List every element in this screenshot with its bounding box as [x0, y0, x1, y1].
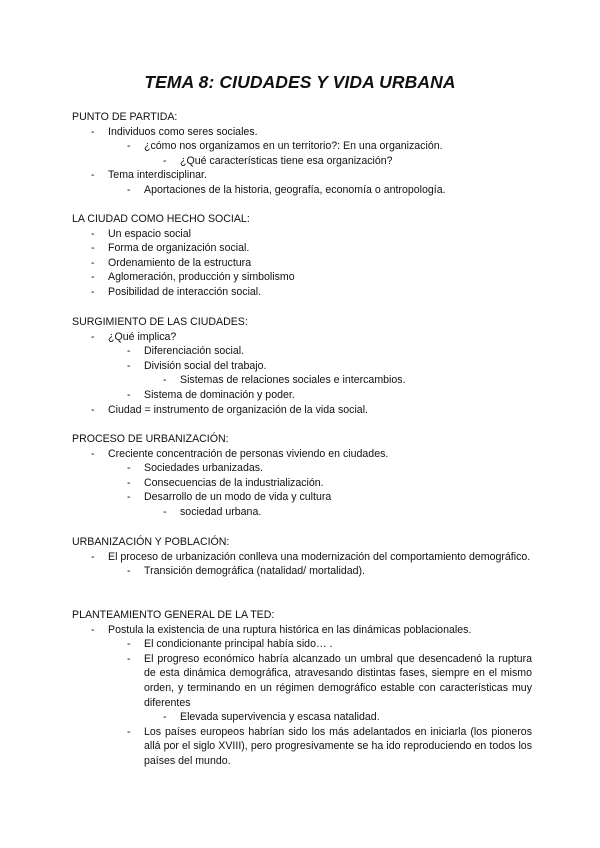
list-item-text: Desarrollo de un modo de vida y cultura [144, 491, 332, 504]
list-item-text: Sociedades urbanizadas. [144, 462, 263, 475]
document-title: TEMA 8: CIUDADES Y VIDA URBANA [144, 72, 456, 92]
bullet-dash: - [91, 271, 95, 284]
bullet-dash: - [127, 345, 131, 358]
section-urbanizacion-poblacion [72, 535, 532, 579]
list-item-text: Ciudad = instrumento de organización de la vida social. [108, 403, 368, 416]
list-item-text: Ordenamiento de la estructura [108, 256, 252, 269]
list-item [72, 652, 532, 710]
section-heading: PLANTEAMIENTO GENERAL DE LA TED: [72, 609, 275, 621]
list-item [72, 447, 532, 462]
list-item [72, 403, 532, 418]
section-ciudad-hecho-social [72, 212, 532, 300]
list-item [72, 725, 532, 769]
list-item-text: El progreso económico habría alcanzado un umbral que desencadenó la ruptura de esta dinámica demográfica, atravesando distintas fases, siempre en el mismo orden, y terminando en un régimen demográfico estable con características muy diferentes [144, 652, 532, 709]
list-item [72, 550, 532, 565]
section-heading: LA CIUDAD COMO HECHO SOCIAL: [72, 213, 250, 225]
list-item-text: Aportaciones de la historia, geografía, economía o antropología. [144, 183, 446, 196]
bullet-dash: - [91, 330, 95, 343]
bullet-dash: - [127, 359, 131, 372]
list-item-text: El proceso de urbanización conlleva una modernización del comportamiento demográfico. [108, 550, 531, 563]
bullet-dash: - [163, 154, 167, 167]
list-item-text: sociedad urbana. [180, 505, 262, 518]
list-item-text: Creciente concentración de personas viviendo en ciudades. [108, 447, 389, 460]
list-item [72, 344, 532, 359]
list-item-text: Forma de organización social. [108, 242, 250, 255]
list-item-text: Sistemas de relaciones sociales e intercambios. [180, 374, 406, 387]
section-planteamiento-ted [72, 608, 532, 769]
list-item-text: ¿Qué implica? [108, 330, 177, 343]
bullet-dash: - [163, 374, 167, 387]
bullet-dash: - [91, 256, 95, 269]
list-item [72, 227, 532, 242]
bullet-dash: - [91, 285, 95, 298]
list-item-text: Sistema de dominación y poder. [144, 388, 295, 401]
bullet-dash: - [127, 491, 131, 504]
list-item [72, 359, 532, 374]
list-item-text: División social del trabajo. [144, 359, 267, 372]
list-item [72, 623, 532, 638]
bullet-dash: - [127, 462, 131, 475]
list-item-text: Aglomeración, producción y simbolismo [108, 271, 295, 284]
list-item-text: Elevada supervivencia y escasa natalidad. [180, 711, 380, 724]
list-item-text: Posibilidad de interacción social. [108, 285, 262, 298]
list-item-text: Consecuencias de la industrialización. [144, 476, 324, 489]
bullet-dash: - [91, 550, 95, 563]
bullet-dash: - [127, 725, 131, 738]
list-item [72, 241, 532, 256]
section-punto-de-partida [72, 110, 532, 198]
bullet-dash: - [127, 476, 131, 489]
list-item-text: Transición demográfica (natalidad/ mortalidad). [144, 565, 366, 578]
list-item [72, 285, 532, 300]
list-item [72, 505, 532, 520]
bullet-dash: - [91, 242, 95, 255]
list-item-text: ¿Qué características tiene esa organización? [180, 154, 393, 167]
bullet-dash: - [127, 652, 131, 665]
bullet-dash: - [91, 125, 95, 138]
list-item [72, 125, 532, 140]
section-heading: PROCESO DE URBANIZACIÓN: [72, 433, 229, 445]
section-heading: PUNTO DE PARTIDA: [72, 111, 178, 123]
list-item [72, 476, 532, 491]
bullet-dash: - [91, 403, 95, 416]
list-item [72, 490, 532, 505]
bullet-dash: - [163, 711, 167, 724]
bullet-dash: - [163, 505, 167, 518]
list-item-text: Diferenciación social. [144, 345, 245, 358]
list-item [72, 710, 532, 725]
list-item [72, 564, 532, 579]
list-item-text: Individuos como seres sociales. [108, 125, 258, 138]
list-item-text: Los países europeos habrían sido los más adelantados en iniciarla (los pioneros allá por el siglo XVIII), pero progresivamente se ha ido reproduciendo en todos los países del mundo. [144, 725, 532, 767]
list-item [72, 139, 532, 154]
bullet-dash: - [91, 447, 95, 460]
bullet-dash: - [127, 565, 131, 578]
list-item [72, 461, 532, 476]
list-item-text: Un espacio social [108, 227, 192, 240]
section-proceso-urbanizacion [72, 432, 532, 520]
list-item [72, 330, 532, 345]
list-item [72, 183, 532, 198]
bullet-dash: - [127, 183, 131, 196]
list-item-text: ¿cómo nos organizamos en un territorio?: En una organización. [144, 140, 443, 153]
list-item [72, 637, 532, 652]
list-item [72, 373, 532, 388]
list-item-text: Postula la existencia de una ruptura histórica en las dinámicas poblacionales. [108, 623, 472, 636]
list-item [72, 168, 532, 183]
bullet-dash: - [127, 388, 131, 401]
section-heading: URBANIZACIÓN Y POBLACIÓN: [72, 536, 230, 548]
bullet-dash: - [91, 623, 95, 636]
bullet-dash: - [91, 169, 95, 182]
list-item [72, 388, 532, 403]
list-item [72, 154, 532, 169]
list-item [72, 270, 532, 285]
list-item-text: Tema interdisciplinar. [108, 169, 207, 182]
section-surgimiento-ciudades [72, 315, 532, 417]
list-item-text: El condicionante principal había sido… . [144, 638, 333, 651]
section-heading: SURGIMIENTO DE LAS CIUDADES: [72, 316, 248, 328]
bullet-dash: - [127, 638, 131, 651]
list-item [72, 256, 532, 271]
bullet-dash: - [91, 227, 95, 240]
bullet-dash: - [127, 140, 131, 153]
